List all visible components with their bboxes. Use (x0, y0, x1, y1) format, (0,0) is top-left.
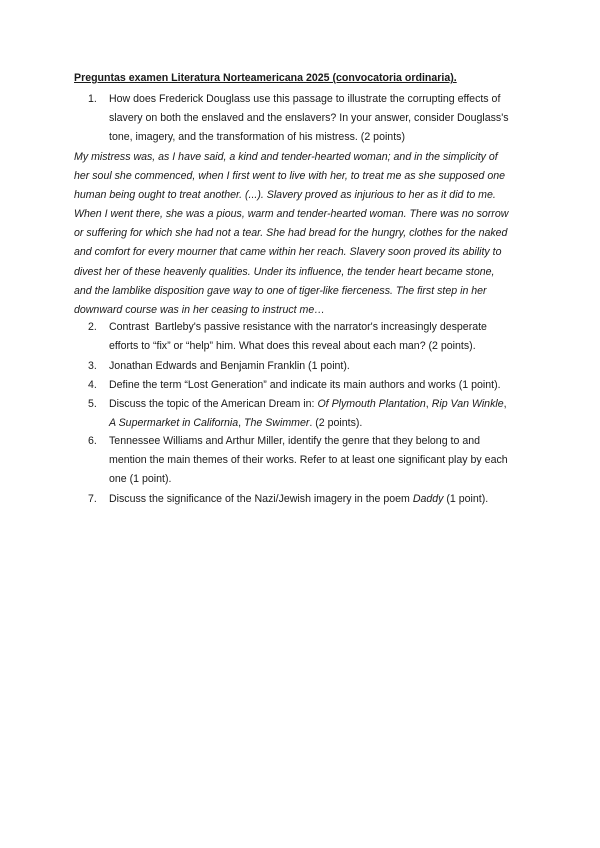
work-title: Rip Van Winkle (431, 398, 504, 410)
question-number: 6. (88, 435, 97, 447)
work-title: Daddy (412, 493, 444, 505)
question-text: Discuss the significance of the Nazi/Jewish imagery in the poem Daddy (1 point). (109, 493, 489, 505)
passage-line: and the lamblike disposition gave way to one of tiger-like fierceness. The first step in her (74, 284, 487, 297)
question-number: 4. (88, 379, 97, 391)
passage-line: her soul she commenced, when I first went to live with her, to treat me as she supposed one (74, 170, 506, 183)
passage-line: human being ought to treat another. (...). Slavery proved as injurious to her as it did to me. (74, 189, 496, 202)
passage-line: My mistress was, as I have said, a kind and tender-hearted woman; and in the simplicity of (74, 151, 498, 163)
question-number: 3. (88, 360, 97, 372)
passage-line: downward course was in her ceasing to instruct me… (74, 303, 325, 316)
passage-line: When I went there, she was a pious, warm and tender-hearted woman. There was no sorrow (74, 208, 509, 221)
question-text: How does Frederick Douglass use this passage to illustrate the corrupting effects of slavery on both the enslaved and the enslavers? In your answer, consider Douglass's tone, imagery, and the transformation of his mistress. (2 points) (109, 93, 509, 143)
question-7 (88, 490, 538, 509)
question-1 (88, 90, 538, 146)
page-title: Preguntas examen Literatura Norteamericana 2025 (convocatoria ordinaria). (74, 72, 457, 84)
douglass-passage (74, 148, 534, 320)
question-text: Jonathan Edwards and Benjamin Franklin (1 point). (109, 360, 350, 372)
passage-line: and comfort for every mourner that came within her reach. Slavery soon proved its ability to (74, 246, 502, 259)
question-3 (88, 357, 538, 376)
question-2 (88, 318, 538, 356)
work-title: Of Plymouth Plantation (317, 398, 426, 410)
question-4 (88, 376, 538, 395)
work-title: The Swimmer (244, 416, 310, 429)
question-text: Tennessee Williams and Arthur Miller, identify the genre that they belong to and mention the main themes of their works. Refer to at least one significant play by each one (1 point). (109, 435, 508, 485)
question-text: Discuss the topic of the American Dream in: Of Plymouth Plantation, Rip Van Winkle, A Supermarket in California, The Swimmer. (2 points). (109, 398, 507, 429)
question-text: Define the term “Lost Generation” and indicate its main authors and works (1 point). (109, 379, 501, 391)
question-text: Contrast Bartleby's passive resistance with the narrator's increasingly desperate efforts to “fix” or “help” him. What does this reveal about each man? (2 points). (109, 321, 487, 352)
question-number: 5. (88, 398, 97, 410)
question-number: 1. (88, 93, 97, 105)
question-5 (88, 395, 538, 433)
passage-line: divest her of these heavenly qualities. Under its influence, the tender heart became stone, (74, 265, 495, 278)
passage-line: or suffering for which she had not a tear. She had bread for the hungry, clothes for the naked (74, 227, 508, 240)
question-number: 7. (88, 493, 97, 505)
work-title: A Supermarket in California (109, 416, 239, 429)
question-number: 2. (88, 321, 97, 333)
question-6 (88, 432, 538, 488)
